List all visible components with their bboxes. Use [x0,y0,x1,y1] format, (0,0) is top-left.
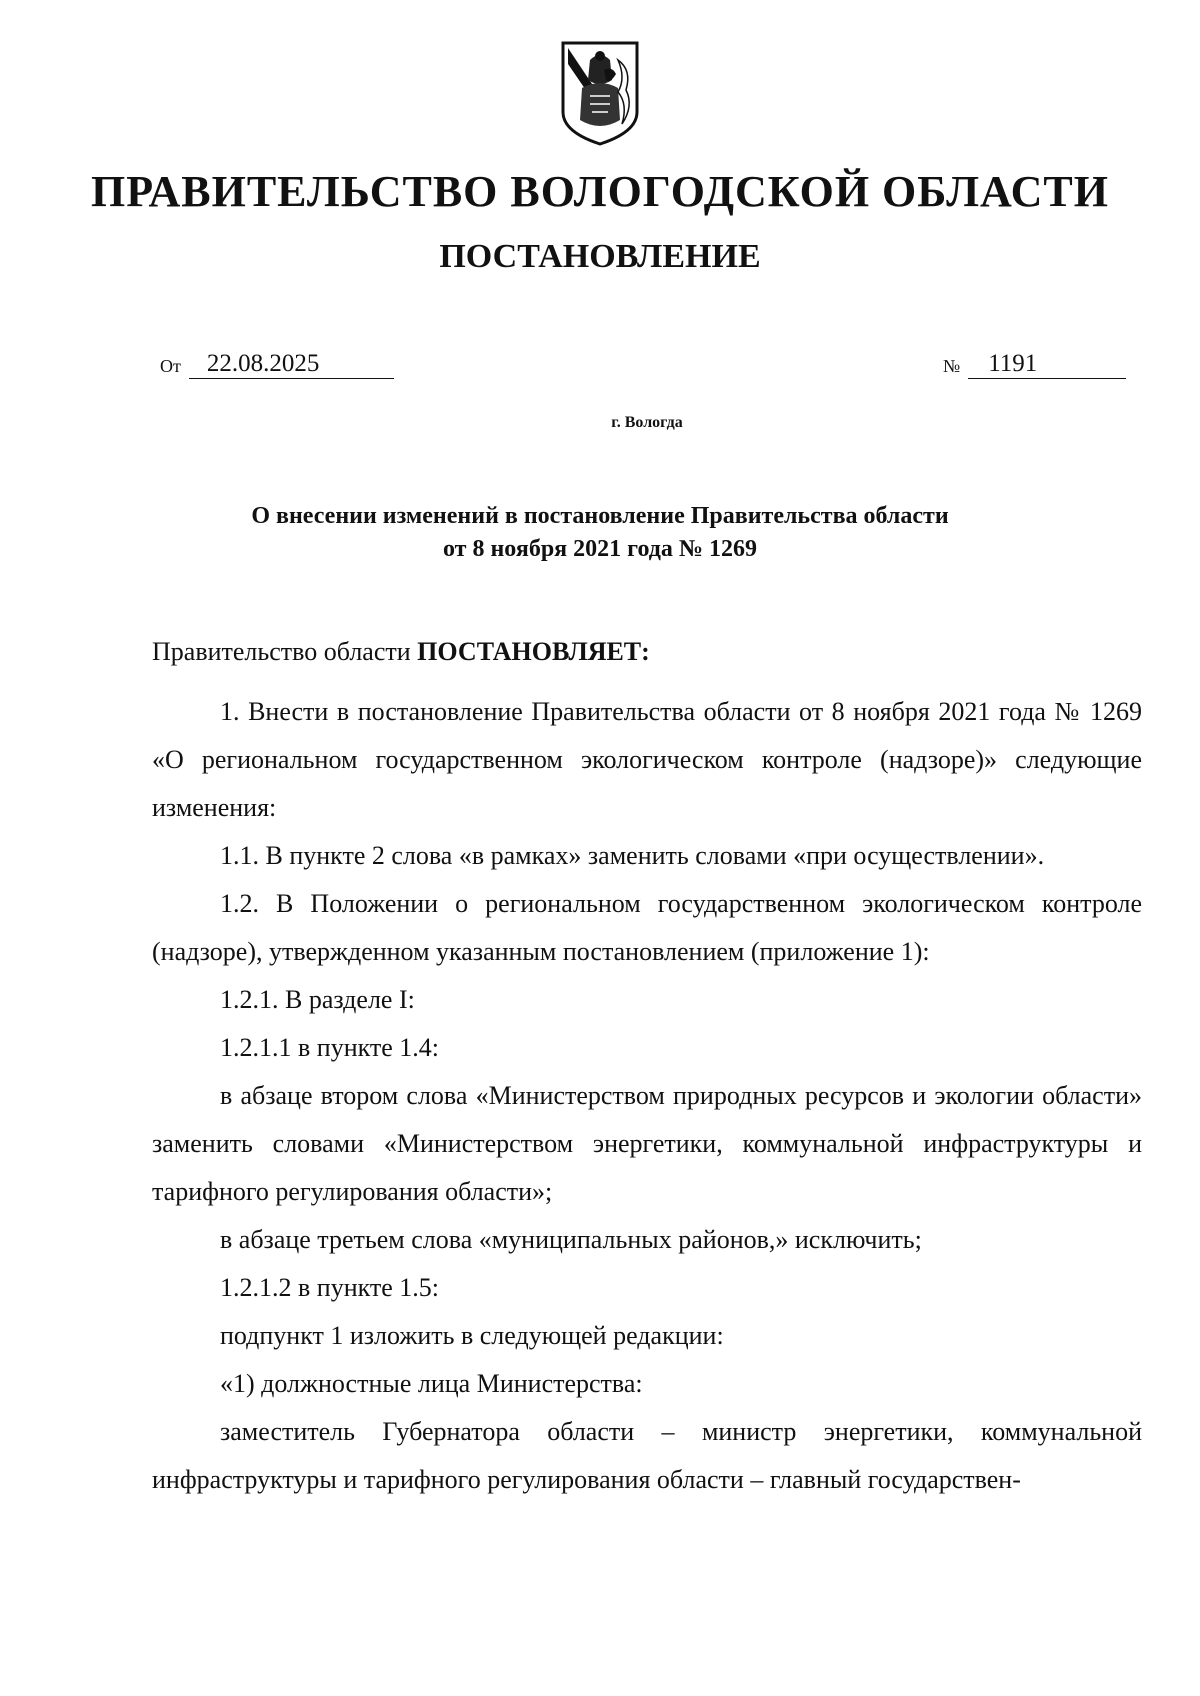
paragraph-abzac-2: в абзаце втором слова «Министерством природных ресурсов и экологии области» заменить словами «Министерством энергетики, коммунальной инфраструктуры и тарифного регулирования области»; [152,1081,1142,1206]
paragraph-deputy-governor: заместитель Губернатора области – министр энергетики, коммунальной инфраструктуры и тарифного регулирования области – главный государствен- [152,1417,1142,1494]
intro-decree-word: ПОСТАНОВЛЯЕТ: [417,637,650,666]
paragraph-1-1: 1.1. В пункте 2 слова «в рамках» заменить словами «при осуществлении». [220,841,1045,870]
document-type: ПОСТАНОВЛЕНИЕ [439,238,761,275]
paragraph-subpoint-1: подпункт 1 изложить в следующей редакции: [220,1321,724,1350]
document-body [152,628,1142,1504]
paragraph-abzac-3: в абзаце третьем слова «муниципальных районов,» исключить; [220,1225,922,1254]
number-field [943,350,1126,379]
date-value: 22.08.2025 [189,350,394,379]
subject-line-2: от 8 ноября 2021 года № 1269 [442,536,758,562]
paragraph-1-2: 1.2. В Положении о региональном государственном экологическом контроле (надзоре), утвержденном указанным постановлением (приложение 1): [152,889,1142,966]
government-title: ПРАВИТЕЛЬСТВО ВОЛОГОДСКОЙ ОБЛАСТИ [91,167,1109,216]
number-prefix: № [943,356,961,376]
number-value: 1191 [968,350,1126,379]
document-subject [0,500,1200,566]
subject-line-1: О внесении изменений в постановление Правительства области [251,503,949,529]
date-prefix: От [160,356,181,376]
intro-paragraph [152,628,1142,676]
date-field [160,350,394,379]
intro-text: Правительство области [152,637,418,666]
paragraph-1: 1. Внести в постановление Правительства области от 8 ноября 2021 года № 1269 «О региональном государственном экологическом контроле (надзоре)» следующие изменения: [152,697,1142,822]
paragraph-1-2-1-1: 1.2.1.1 в пункте 1.4: [220,1033,440,1062]
paragraph-1-2-1: 1.2.1. В разделе I: [220,985,415,1014]
paragraph-officials: «1) должностные лица Министерства: [220,1369,643,1398]
coat-of-arms-emblem [560,40,640,148]
city-label: г. Вологда [611,414,683,431]
paragraph-1-2-1-2: 1.2.1.2 в пункте 1.5: [220,1273,440,1302]
